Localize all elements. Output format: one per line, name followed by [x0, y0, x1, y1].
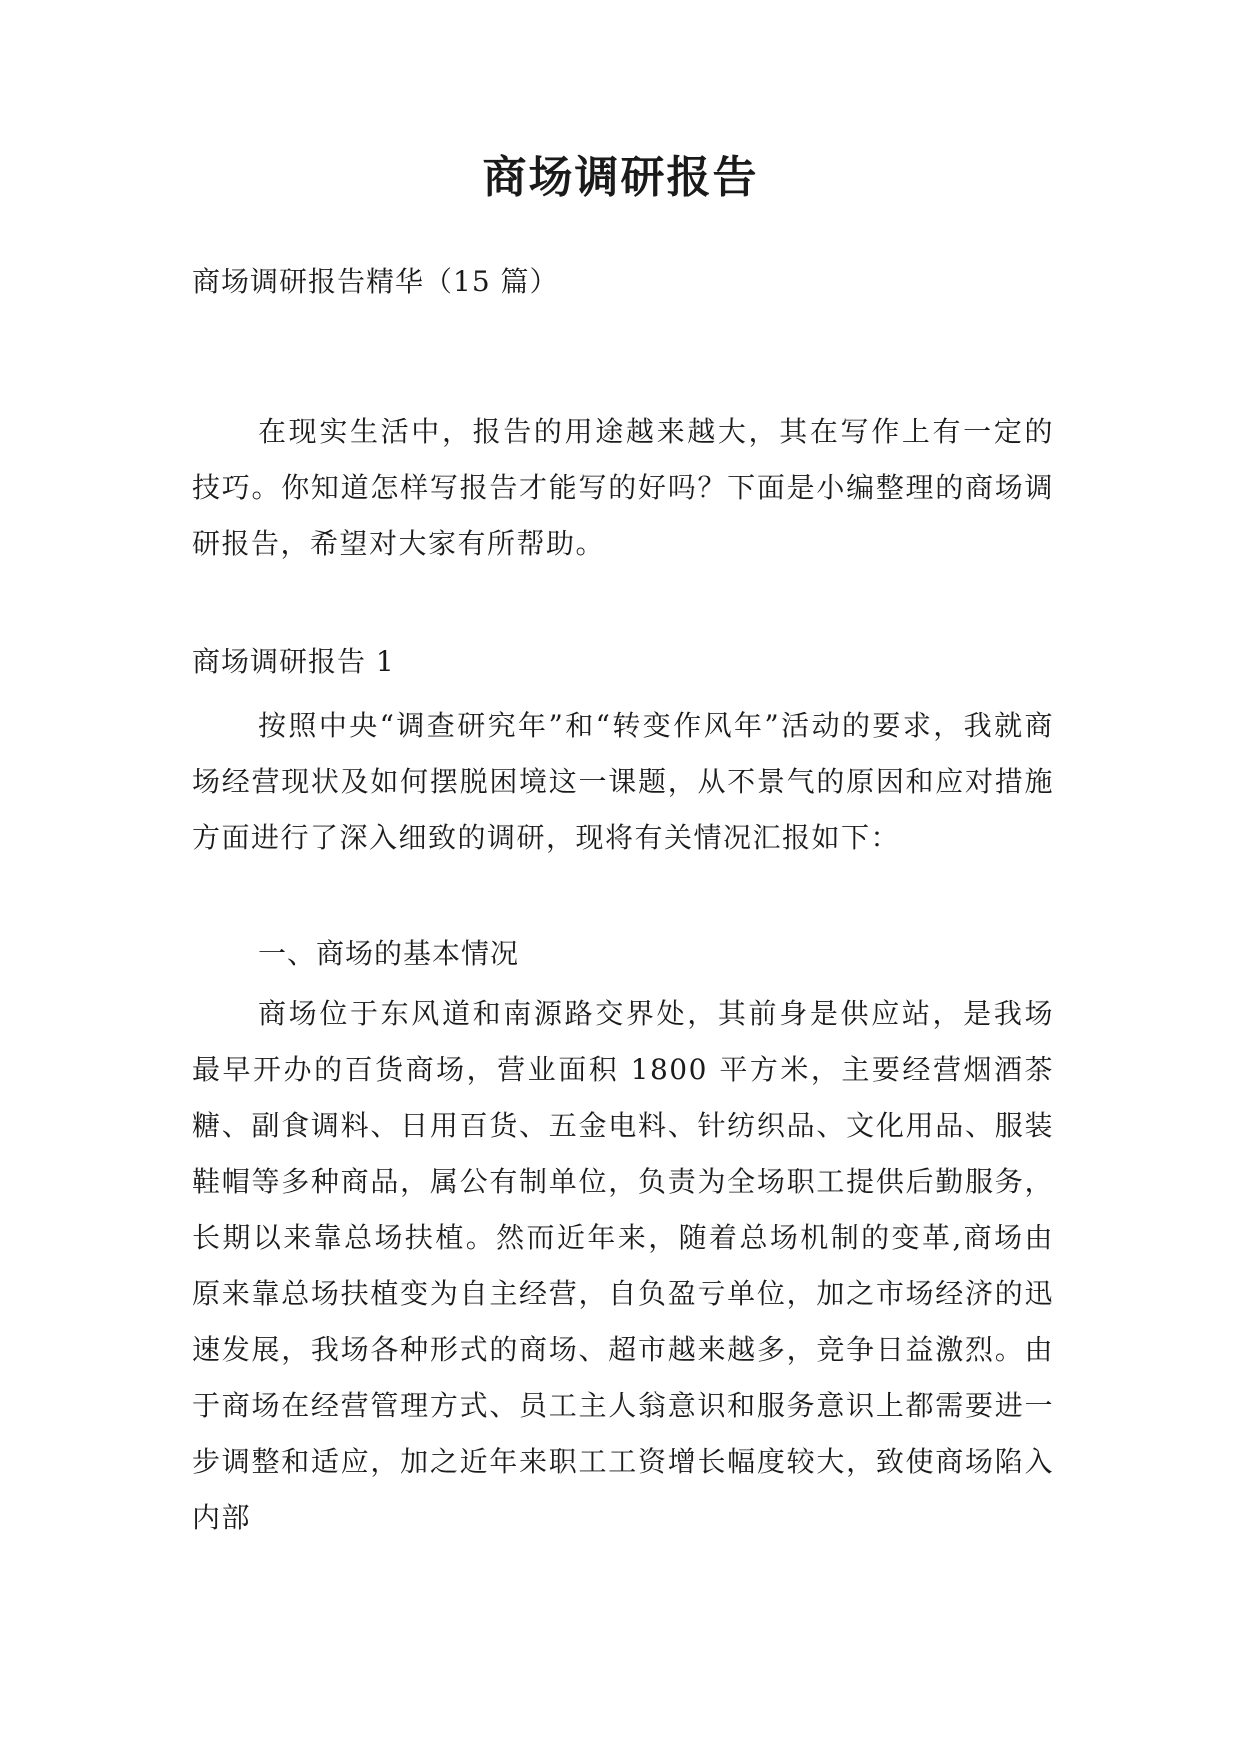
section-1-paragraph-2: 商场位于东风道和南源路交界处，其前身是供应站，是我场最早开办的百货商场，营业面积 1800 平方米，主要经营烟酒茶糖、副食调料、日用百货、五金电料、针纺织品、文化用品、服装鞋帽等多种商品，属公有制单位，负责为全场职工提供后勤服务，长期以来靠总场扶植。然而近年来，随着总场机制的变革,商场由原来靠总场扶植变为自主经营，自负盈亏单位，加之市场经济的迅速发展，我场各种形式的商场、超市越来越多，竞争日益激烈。由于商场在经营管理方式、员工主人翁意识和服务意识上都需要进一步调整和适应，加之近年来职工工资增长幅度较大，致使商场陷入内部	[192, 997, 1054, 1534]
section-1-heading-basic-situation: 一、商场的基本情况	[258, 937, 520, 970]
intro-paragraph: 在现实生活中，报告的用途越来越大，其在写作上有一定的技巧。你知道怎样写报告才能写的好吗？下面是小编整理的商场调研报告，希望对大家有所帮助。	[192, 415, 1054, 560]
section-1-paragraph-1: 按照中央“调查研究年”和“转变作风年”活动的要求，我就商场经营现状及如何摆脱困境这一课题，从不景气的原因和应对措施方面进行了深入细致的调研，现将有关情况汇报如下：	[192, 709, 1054, 854]
section-1-label: 商场调研报告 1	[192, 645, 395, 678]
document-title: 商场调研报告	[482, 152, 759, 203]
document-subtitle: 商场调研报告精华（15 篇）	[192, 265, 559, 298]
